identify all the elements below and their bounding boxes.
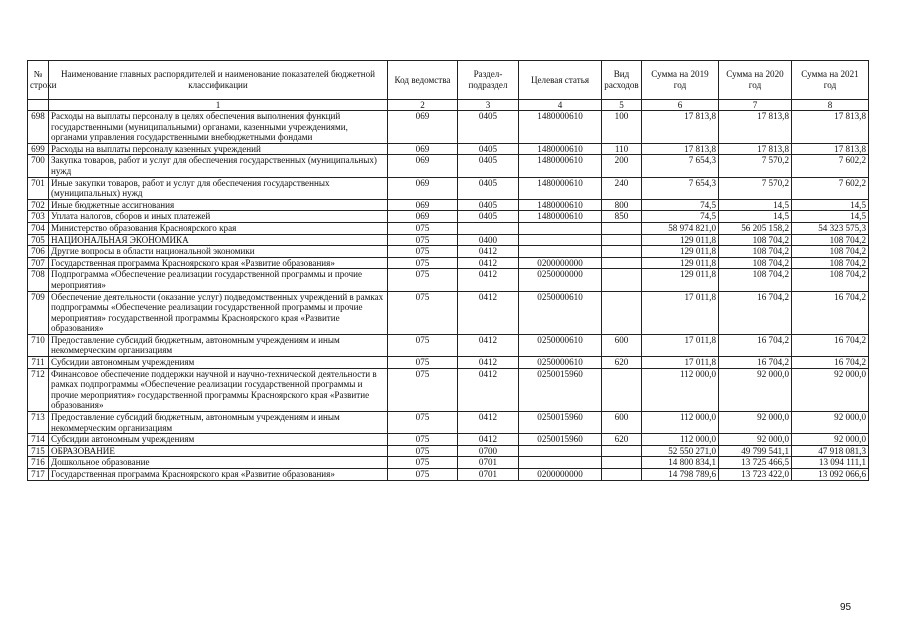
row-exp-type: 800 bbox=[602, 199, 642, 211]
row-sum-2019: 112 000,0 bbox=[642, 368, 719, 411]
row-name: Предоставление субсидий бюджетным, автономным учреждениям и иным некоммерческим организациям bbox=[49, 412, 388, 434]
row-name: Закупка товаров, работ и услуг для обеспечения государственных (муниципальных) нужд bbox=[49, 155, 388, 177]
row-sum-2019: 52 550 271,0 bbox=[642, 445, 719, 457]
row-exp-type bbox=[602, 368, 642, 411]
row-section: 0405 bbox=[458, 199, 519, 211]
row-exp-type bbox=[602, 291, 642, 334]
column-number: 6 bbox=[642, 100, 719, 111]
row-sum-2020: 7 570,2 bbox=[719, 177, 792, 199]
row-section: 0405 bbox=[458, 111, 519, 144]
row-exp-type: 600 bbox=[602, 412, 642, 434]
budget-table bbox=[27, 60, 869, 481]
table-row bbox=[28, 357, 869, 369]
row-name: Государственная программа Красноярского края «Развитие образования» bbox=[49, 257, 388, 269]
row-sum-2019: 17 011,8 bbox=[642, 291, 719, 334]
column-number: 5 bbox=[602, 100, 642, 111]
row-dept-code: 069 bbox=[388, 199, 458, 211]
row-name: Субсидии автономным учреждениям bbox=[49, 434, 388, 446]
header-name: Наименование главных распорядителей и наименование показателей бюджетной классификации bbox=[49, 61, 388, 100]
row-sum-2021: 108 704,2 bbox=[792, 257, 869, 269]
row-name: Предоставление субсидий бюджетным, автономным учреждениям и иным некоммерческим организациям bbox=[49, 334, 388, 356]
row-dept-code: 075 bbox=[388, 222, 458, 234]
row-sum-2020: 13 723 422,0 bbox=[719, 469, 792, 481]
row-sum-2021: 17 813,8 bbox=[792, 143, 869, 155]
row-exp-type bbox=[602, 222, 642, 234]
row-name: Иные бюджетные ассигнования bbox=[49, 199, 388, 211]
header-dept-code: Код ведомства bbox=[388, 61, 458, 100]
row-target: 0200000000 bbox=[519, 257, 602, 269]
row-sum-2021: 7 602,2 bbox=[792, 155, 869, 177]
row-dept-code: 069 bbox=[388, 155, 458, 177]
row-section: 0405 bbox=[458, 155, 519, 177]
row-number: 706 bbox=[28, 246, 49, 258]
row-target: 0250015960 bbox=[519, 368, 602, 411]
row-target: 0250000610 bbox=[519, 357, 602, 369]
row-section: 0405 bbox=[458, 143, 519, 155]
row-sum-2020: 14,5 bbox=[719, 199, 792, 211]
row-sum-2019: 129 011,8 bbox=[642, 234, 719, 246]
row-dept-code: 075 bbox=[388, 269, 458, 291]
row-section: 0412 bbox=[458, 357, 519, 369]
row-number: 717 bbox=[28, 469, 49, 481]
row-sum-2021: 108 704,2 bbox=[792, 246, 869, 258]
row-sum-2019: 14 798 789,6 bbox=[642, 469, 719, 481]
row-dept-code: 075 bbox=[388, 357, 458, 369]
row-sum-2021: 16 704,2 bbox=[792, 357, 869, 369]
table-row bbox=[28, 246, 869, 258]
row-sum-2019: 17 011,8 bbox=[642, 357, 719, 369]
row-dept-code: 075 bbox=[388, 445, 458, 457]
row-sum-2020: 108 704,2 bbox=[719, 246, 792, 258]
row-dept-code: 075 bbox=[388, 412, 458, 434]
row-sum-2021: 16 704,2 bbox=[792, 334, 869, 356]
header-sum-2020: Сумма на 2020 год bbox=[719, 61, 792, 100]
row-target: 1480000610 bbox=[519, 211, 602, 223]
row-section: 0405 bbox=[458, 211, 519, 223]
row-name: Подпрограмма «Обеспечение реализации государственной программы и прочие мероприятия» bbox=[49, 269, 388, 291]
row-name: Другие вопросы в области национальной экономики bbox=[49, 246, 388, 258]
row-section: 0412 bbox=[458, 368, 519, 411]
table-row bbox=[28, 111, 869, 144]
row-target: 1480000610 bbox=[519, 199, 602, 211]
row-section: 0405 bbox=[458, 177, 519, 199]
row-name: Расходы на выплаты персоналу казенных учреждений bbox=[49, 143, 388, 155]
table-row bbox=[28, 155, 869, 177]
header-sum-2021: Сумма на 2021 год bbox=[792, 61, 869, 100]
row-name: Обеспечение деятельности (оказание услуг) подведомственных учреждений в рамках подпрограммы «Обеспечение реализации государственной программы и прочие мероприятия» государственной программы Красноярского края «Развитие образования» bbox=[49, 291, 388, 334]
row-exp-type: 200 bbox=[602, 155, 642, 177]
row-number: 698 bbox=[28, 111, 49, 144]
row-exp-type: 600 bbox=[602, 334, 642, 356]
row-sum-2021: 17 813,8 bbox=[792, 111, 869, 144]
row-sum-2021: 54 323 575,3 bbox=[792, 222, 869, 234]
table-row bbox=[28, 469, 869, 481]
row-sum-2019: 129 011,8 bbox=[642, 246, 719, 258]
table-row bbox=[28, 269, 869, 291]
row-sum-2021: 47 918 081,3 bbox=[792, 445, 869, 457]
row-exp-type: 620 bbox=[602, 357, 642, 369]
row-sum-2020: 108 704,2 bbox=[719, 234, 792, 246]
table-row bbox=[28, 222, 869, 234]
row-number: 713 bbox=[28, 412, 49, 434]
row-number: 709 bbox=[28, 291, 49, 334]
row-name: Иные закупки товаров, работ и услуг для обеспечения государственных (муниципальных) нужд bbox=[49, 177, 388, 199]
row-sum-2021: 92 000,0 bbox=[792, 412, 869, 434]
row-exp-type bbox=[602, 457, 642, 469]
row-number: 705 bbox=[28, 234, 49, 246]
row-sum-2019: 74,5 bbox=[642, 199, 719, 211]
row-name: Расходы на выплаты персоналу в целях обеспечения выполнения функций государственными (муниципальными) органами, казенными учреждениями, органами управления государственными внебюджетными фондами bbox=[49, 111, 388, 144]
row-exp-type bbox=[602, 234, 642, 246]
row-sum-2021: 108 704,2 bbox=[792, 234, 869, 246]
row-section: 0412 bbox=[458, 291, 519, 334]
row-target: 0250000000 bbox=[519, 269, 602, 291]
column-number: 7 bbox=[719, 100, 792, 111]
row-number: 702 bbox=[28, 199, 49, 211]
row-target: 1480000610 bbox=[519, 155, 602, 177]
row-sum-2019: 112 000,0 bbox=[642, 412, 719, 434]
table-row bbox=[28, 199, 869, 211]
row-sum-2021: 13 092 066,6 bbox=[792, 469, 869, 481]
row-sum-2019: 7 654,3 bbox=[642, 177, 719, 199]
row-target: 1480000610 bbox=[519, 177, 602, 199]
header-target: Целевая статья bbox=[519, 61, 602, 100]
row-dept-code: 075 bbox=[388, 234, 458, 246]
row-target bbox=[519, 246, 602, 258]
row-exp-type bbox=[602, 269, 642, 291]
row-sum-2019: 129 011,8 bbox=[642, 269, 719, 291]
row-sum-2020: 92 000,0 bbox=[719, 368, 792, 411]
row-section: 0700 bbox=[458, 445, 519, 457]
row-number: 708 bbox=[28, 269, 49, 291]
table-row bbox=[28, 445, 869, 457]
row-sum-2019: 74,5 bbox=[642, 211, 719, 223]
table-row bbox=[28, 291, 869, 334]
row-dept-code: 075 bbox=[388, 368, 458, 411]
row-exp-type bbox=[602, 469, 642, 481]
column-number: 3 bbox=[458, 100, 519, 111]
row-sum-2021: 14,5 bbox=[792, 211, 869, 223]
table-row bbox=[28, 177, 869, 199]
row-sum-2020: 17 813,8 bbox=[719, 111, 792, 144]
column-number: 2 bbox=[388, 100, 458, 111]
row-target: 1480000610 bbox=[519, 111, 602, 144]
row-name: Министерство образования Красноярского края bbox=[49, 222, 388, 234]
table-row bbox=[28, 234, 869, 246]
table-row bbox=[28, 412, 869, 434]
row-target bbox=[519, 457, 602, 469]
row-target bbox=[519, 222, 602, 234]
row-name: Уплата налогов, сборов и иных платежей bbox=[49, 211, 388, 223]
row-number: 711 bbox=[28, 357, 49, 369]
row-name: Субсидии автономным учреждениям bbox=[49, 357, 388, 369]
row-name: НАЦИОНАЛЬНАЯ ЭКОНОМИКА bbox=[49, 234, 388, 246]
row-sum-2019: 58 974 821,0 bbox=[642, 222, 719, 234]
row-section: 0701 bbox=[458, 469, 519, 481]
row-dept-code: 075 bbox=[388, 291, 458, 334]
row-sum-2020: 92 000,0 bbox=[719, 412, 792, 434]
table-row bbox=[28, 334, 869, 356]
column-number: 4 bbox=[519, 100, 602, 111]
row-exp-type bbox=[602, 246, 642, 258]
row-target: 0250000610 bbox=[519, 334, 602, 356]
row-section: 0412 bbox=[458, 246, 519, 258]
header-section: Раздел-подраздел bbox=[458, 61, 519, 100]
table-header bbox=[28, 61, 869, 111]
table-row bbox=[28, 143, 869, 155]
row-number: 715 bbox=[28, 445, 49, 457]
row-sum-2020: 92 000,0 bbox=[719, 434, 792, 446]
row-dept-code: 069 bbox=[388, 143, 458, 155]
row-sum-2019: 17 813,8 bbox=[642, 143, 719, 155]
header-sum-2019: Сумма на 2019 год bbox=[642, 61, 719, 100]
header-exp-type: Вид расходов bbox=[602, 61, 642, 100]
row-target: 0250015960 bbox=[519, 412, 602, 434]
column-number: 1 bbox=[49, 100, 388, 111]
row-name: Финансовое обеспечение поддержки научной и научно-технической деятельности в рамках подпрограммы «Обеспечение реализации государственной программы и прочие мероприятия» государственной программы Красноярского края «Развитие образования» bbox=[49, 368, 388, 411]
row-sum-2020: 16 704,2 bbox=[719, 357, 792, 369]
row-name: Государственная программа Красноярского края «Развитие образования» bbox=[49, 469, 388, 481]
row-sum-2019: 129 011,8 bbox=[642, 257, 719, 269]
row-target: 0250000610 bbox=[519, 291, 602, 334]
row-target: 0250015960 bbox=[519, 434, 602, 446]
row-exp-type: 110 bbox=[602, 143, 642, 155]
row-target: 0200000000 bbox=[519, 469, 602, 481]
row-number: 699 bbox=[28, 143, 49, 155]
row-sum-2020: 13 725 466,5 bbox=[719, 457, 792, 469]
row-sum-2021: 92 000,0 bbox=[792, 434, 869, 446]
row-dept-code: 075 bbox=[388, 257, 458, 269]
table-row bbox=[28, 368, 869, 411]
row-sum-2021: 16 704,2 bbox=[792, 291, 869, 334]
row-sum-2021: 13 094 111,1 bbox=[792, 457, 869, 469]
header-row-no: № строки bbox=[28, 61, 49, 100]
row-dept-code: 075 bbox=[388, 434, 458, 446]
row-number: 714 bbox=[28, 434, 49, 446]
row-exp-type: 100 bbox=[602, 111, 642, 144]
row-sum-2020: 16 704,2 bbox=[719, 334, 792, 356]
row-target: 1480000610 bbox=[519, 143, 602, 155]
row-sum-2020: 49 799 541,1 bbox=[719, 445, 792, 457]
row-number: 704 bbox=[28, 222, 49, 234]
row-section: 0412 bbox=[458, 334, 519, 356]
table-body bbox=[28, 111, 869, 481]
row-target bbox=[519, 445, 602, 457]
table-row bbox=[28, 434, 869, 446]
row-sum-2019: 17 011,8 bbox=[642, 334, 719, 356]
row-number: 703 bbox=[28, 211, 49, 223]
row-sum-2020: 14,5 bbox=[719, 211, 792, 223]
row-number: 700 bbox=[28, 155, 49, 177]
row-target bbox=[519, 234, 602, 246]
row-dept-code: 075 bbox=[388, 334, 458, 356]
row-section: 0701 bbox=[458, 457, 519, 469]
row-section: 0412 bbox=[458, 257, 519, 269]
row-sum-2021: 92 000,0 bbox=[792, 368, 869, 411]
row-number: 707 bbox=[28, 257, 49, 269]
row-sum-2019: 17 813,8 bbox=[642, 111, 719, 144]
row-exp-type: 620 bbox=[602, 434, 642, 446]
row-sum-2020: 17 813,8 bbox=[719, 143, 792, 155]
row-section: 0412 bbox=[458, 434, 519, 446]
row-dept-code: 069 bbox=[388, 211, 458, 223]
row-section: 0400 bbox=[458, 234, 519, 246]
row-sum-2019: 112 000,0 bbox=[642, 434, 719, 446]
table-row bbox=[28, 211, 869, 223]
row-sum-2021: 108 704,2 bbox=[792, 269, 869, 291]
row-section: 0412 bbox=[458, 269, 519, 291]
row-dept-code: 075 bbox=[388, 457, 458, 469]
row-exp-type: 850 bbox=[602, 211, 642, 223]
column-number bbox=[28, 100, 49, 111]
row-sum-2020: 108 704,2 bbox=[719, 257, 792, 269]
row-number: 701 bbox=[28, 177, 49, 199]
row-sum-2020: 56 205 158,2 bbox=[719, 222, 792, 234]
row-exp-type bbox=[602, 445, 642, 457]
column-number: 8 bbox=[792, 100, 869, 111]
row-section: 0412 bbox=[458, 412, 519, 434]
table-row bbox=[28, 257, 869, 269]
row-sum-2020: 108 704,2 bbox=[719, 269, 792, 291]
row-sum-2020: 16 704,2 bbox=[719, 291, 792, 334]
row-dept-code: 069 bbox=[388, 177, 458, 199]
row-number: 716 bbox=[28, 457, 49, 469]
row-dept-code: 075 bbox=[388, 469, 458, 481]
row-sum-2019: 14 800 834,1 bbox=[642, 457, 719, 469]
row-name: ОБРАЗОВАНИЕ bbox=[49, 445, 388, 457]
table-row bbox=[28, 457, 869, 469]
row-dept-code: 075 bbox=[388, 246, 458, 258]
row-section bbox=[458, 222, 519, 234]
row-exp-type: 240 bbox=[602, 177, 642, 199]
row-number: 712 bbox=[28, 368, 49, 411]
row-sum-2019: 7 654,3 bbox=[642, 155, 719, 177]
column-numbers-row bbox=[28, 100, 869, 111]
row-number: 710 bbox=[28, 334, 49, 356]
row-dept-code: 069 bbox=[388, 111, 458, 144]
row-exp-type bbox=[602, 257, 642, 269]
row-sum-2020: 7 570,2 bbox=[719, 155, 792, 177]
page-number: 95 bbox=[840, 602, 852, 613]
row-name: Дошкольное образование bbox=[49, 457, 388, 469]
row-sum-2021: 7 602,2 bbox=[792, 177, 869, 199]
row-sum-2021: 14,5 bbox=[792, 199, 869, 211]
